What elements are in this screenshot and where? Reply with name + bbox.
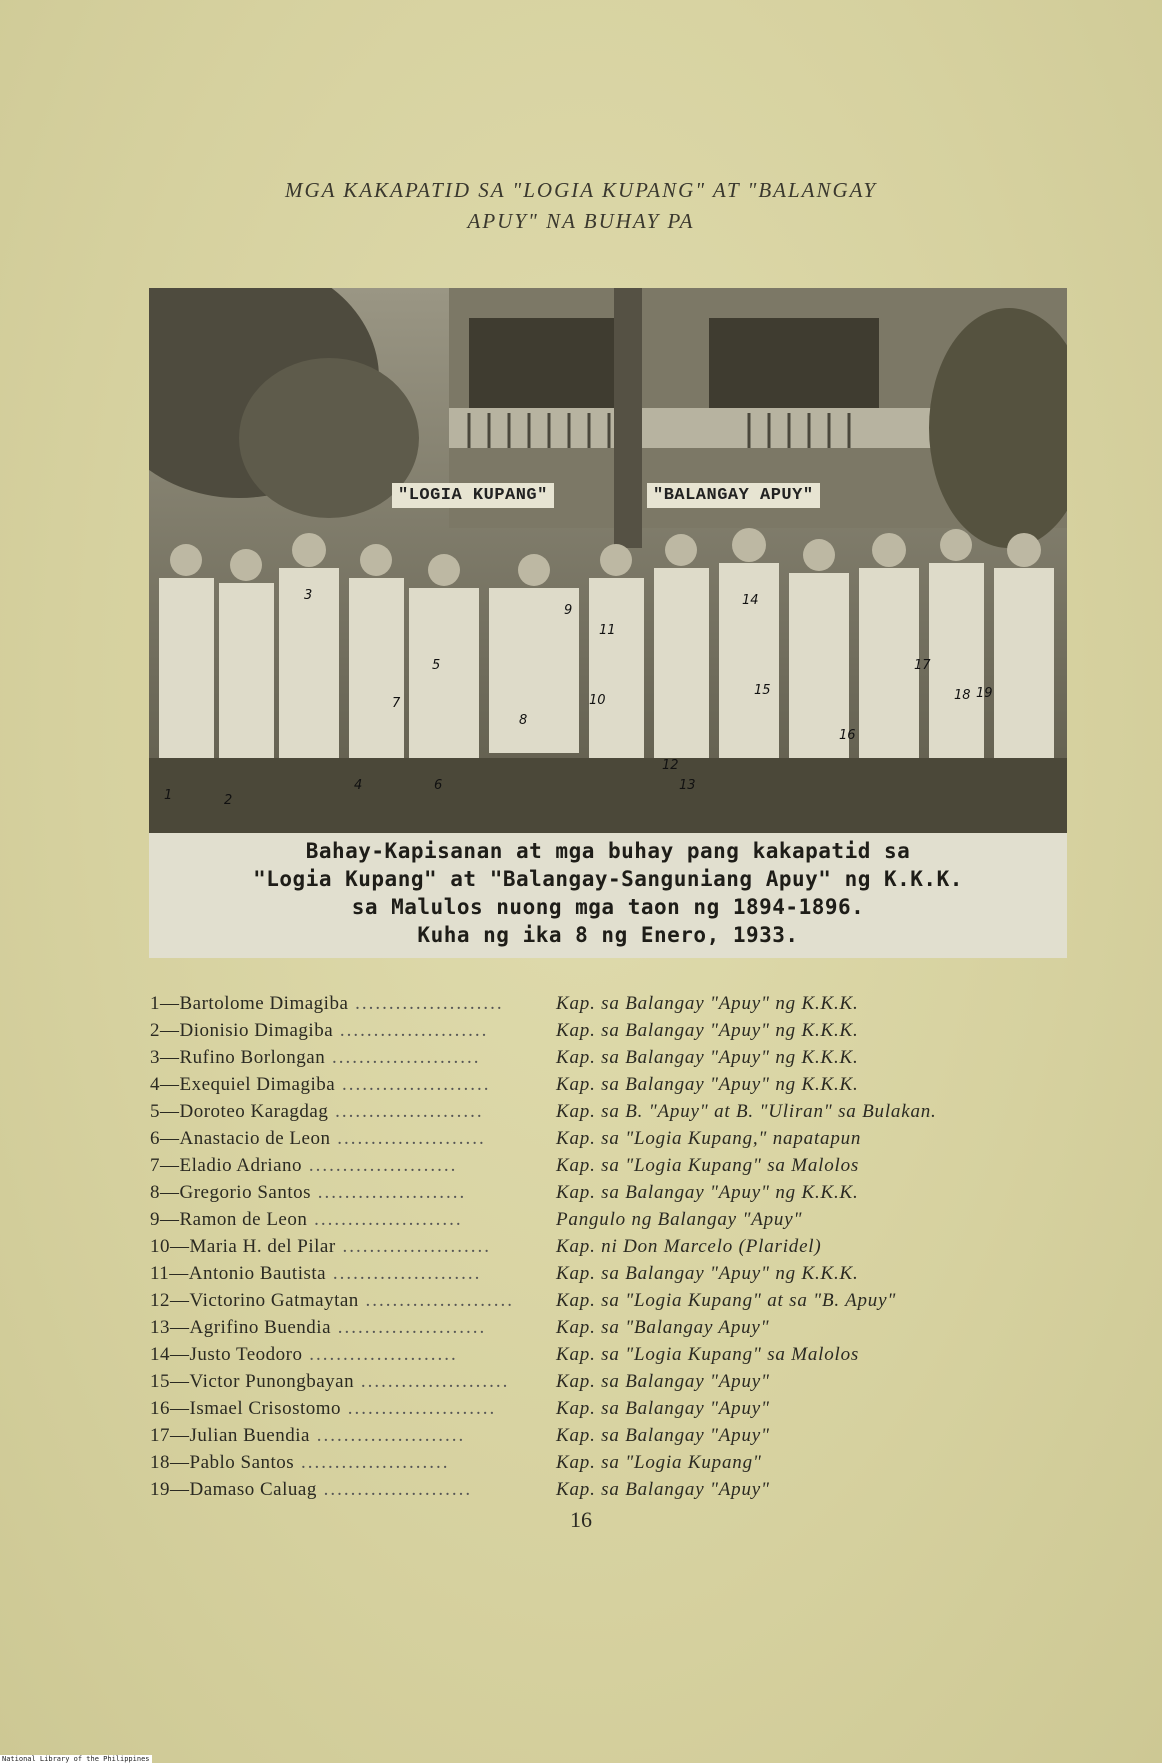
person-number-label: 11	[599, 623, 616, 638]
person-number-label: 14	[742, 593, 759, 608]
person-number-label: 7	[392, 696, 401, 711]
list-item	[150, 1020, 1070, 1046]
member-role: Kap. sa "Logia Kupang" at sa "B. Apuy"	[556, 1290, 897, 1311]
member-role: Kap. sa "Logia Kupang"	[556, 1452, 762, 1473]
member-role: Kap. sa Balangay "Apuy" ng K.K.K.	[556, 1182, 859, 1203]
member-name: 3—Rufino Borlongan ......................	[150, 1047, 481, 1068]
caption-line-1: Bahay-Kapisanan at mga buhay pang kakapatid sa	[305, 839, 911, 863]
list-item	[150, 1182, 1070, 1208]
member-role: Kap. sa Balangay "Apuy"	[556, 1425, 770, 1446]
member-role: Kap. sa "Logia Kupang" sa Malolos	[556, 1155, 860, 1176]
page-title-line-1: MGA KAKAPATID SA "LOGIA KUPANG" AT "BALANGAY	[284, 178, 878, 202]
member-role: Kap. sa "Balangay Apuy"	[556, 1317, 770, 1338]
member-role: Kap. sa Balangay "Apuy"	[556, 1479, 770, 1500]
person-number-label: 19	[976, 686, 993, 701]
member-name: 16—Ismael Crisostomo ......................	[150, 1398, 497, 1419]
member-name: 4—Exequiel Dimagiba ......................	[150, 1074, 491, 1095]
person-number-label: 9	[564, 603, 573, 618]
photo-caption	[149, 833, 1067, 958]
list-item	[150, 1155, 1070, 1181]
person-number-label: 15	[754, 683, 771, 698]
person-number-label: 3	[304, 588, 313, 603]
list-item	[150, 1047, 1070, 1073]
person-number-label: 13	[679, 778, 696, 793]
member-role: Kap. sa B. "Apuy" at B. "Uliran" sa Bulakan.	[556, 1101, 937, 1122]
list-item	[150, 1236, 1070, 1262]
member-role: Kap. sa Balangay "Apuy" ng K.K.K.	[556, 1263, 859, 1284]
library-footer: National Library of the Philippines	[2, 1755, 150, 1763]
list-item	[150, 1371, 1070, 1397]
caption-line-3: sa Malulos nuong mga taon ng 1894-1896.	[351, 895, 865, 919]
person-number-label: 1	[164, 788, 173, 803]
member-name: 9—Ramon de Leon ......................	[150, 1209, 463, 1230]
list-item	[150, 1074, 1070, 1100]
list-item	[150, 1101, 1070, 1127]
member-name: 5—Doroteo Karagdag ......................	[150, 1101, 484, 1122]
caption-line-4: Kuha ng ika 8 ng Enero, 1933.	[417, 923, 799, 947]
member-role: Kap. sa Balangay "Apuy"	[556, 1371, 770, 1392]
member-role: Kap. sa Balangay "Apuy"	[556, 1398, 770, 1419]
member-role: Kap. sa Balangay "Apuy" ng K.K.K.	[556, 1020, 859, 1041]
list-item	[150, 1263, 1070, 1289]
member-name: 2—Dionisio Dimagiba ......................	[150, 1020, 489, 1041]
page-number: 16	[570, 1507, 592, 1532]
balangay-apuy-sign: "BALANGAY APUY"	[647, 483, 820, 508]
member-name: 6—Anastacio de Leon ......................	[150, 1128, 486, 1149]
member-name: 17—Julian Buendia ......................	[150, 1425, 466, 1446]
group-photograph	[149, 288, 1067, 958]
member-name: 7—Eladio Adriano ......................	[150, 1155, 458, 1176]
person-number-label: 17	[914, 658, 931, 673]
member-role: Pangulo ng Balangay "Apuy"	[556, 1209, 803, 1230]
list-item	[150, 993, 1070, 1019]
person-number-label: 8	[519, 713, 528, 728]
list-item	[150, 1209, 1070, 1235]
person-number-label: 16	[839, 728, 856, 743]
member-role: Kap. sa Balangay "Apuy" ng K.K.K.	[556, 1074, 859, 1095]
member-name: 18—Pablo Santos ......................	[150, 1452, 450, 1473]
list-item	[150, 1479, 1070, 1505]
member-name: 19—Damaso Caluag ......................	[150, 1479, 473, 1500]
person-number-label: 18	[954, 688, 971, 703]
person-number-label: 2	[224, 793, 233, 808]
member-role: Kap. ni Don Marcelo (Plaridel)	[556, 1236, 822, 1257]
list-item	[150, 1317, 1070, 1343]
list-item	[150, 1398, 1070, 1424]
member-name: 12—Victorino Gatmaytan ......................	[150, 1290, 515, 1311]
member-name: 10—Maria H. del Pilar ......................	[150, 1236, 491, 1257]
person-number-label: 10	[589, 693, 606, 708]
member-name: 13—Agrifino Buendia ......................	[150, 1317, 487, 1338]
photo-scene	[149, 288, 1067, 833]
list-item	[150, 1344, 1070, 1370]
list-item	[150, 1128, 1070, 1154]
list-item	[150, 1452, 1070, 1478]
member-name: 15—Victor Punongbayan ......................	[150, 1371, 510, 1392]
member-role: Kap. sa Balangay "Apuy" ng K.K.K.	[556, 993, 859, 1014]
person-number-label: 6	[434, 778, 443, 793]
member-role: Kap. sa "Logia Kupang," napatapun	[556, 1128, 862, 1149]
list-item	[150, 1290, 1070, 1316]
member-role: Kap. sa "Logia Kupang" sa Malolos	[556, 1344, 860, 1365]
caption-line-2: "Logia Kupang" at "Balangay-Sanguniang Apuy" ng K.K.K.	[253, 867, 963, 891]
list-item	[150, 1425, 1070, 1451]
member-name: 11—Antonio Bautista ......................	[150, 1263, 482, 1284]
member-name: 14—Justo Teodoro ......................	[150, 1344, 458, 1365]
member-name: 8—Gregorio Santos ......................	[150, 1182, 467, 1203]
page-title-line-2: APUY" NA BUHAY PA	[467, 209, 695, 233]
person-number-label: 5	[432, 658, 441, 673]
logia-kupang-sign: "LOGIA KUPANG"	[392, 483, 554, 508]
member-role: Kap. sa Balangay "Apuy" ng K.K.K.	[556, 1047, 859, 1068]
member-name: 1—Bartolome Dimagiba ......................	[150, 993, 504, 1014]
person-number-label: 4	[354, 778, 363, 793]
person-number-label: 12	[662, 758, 679, 773]
